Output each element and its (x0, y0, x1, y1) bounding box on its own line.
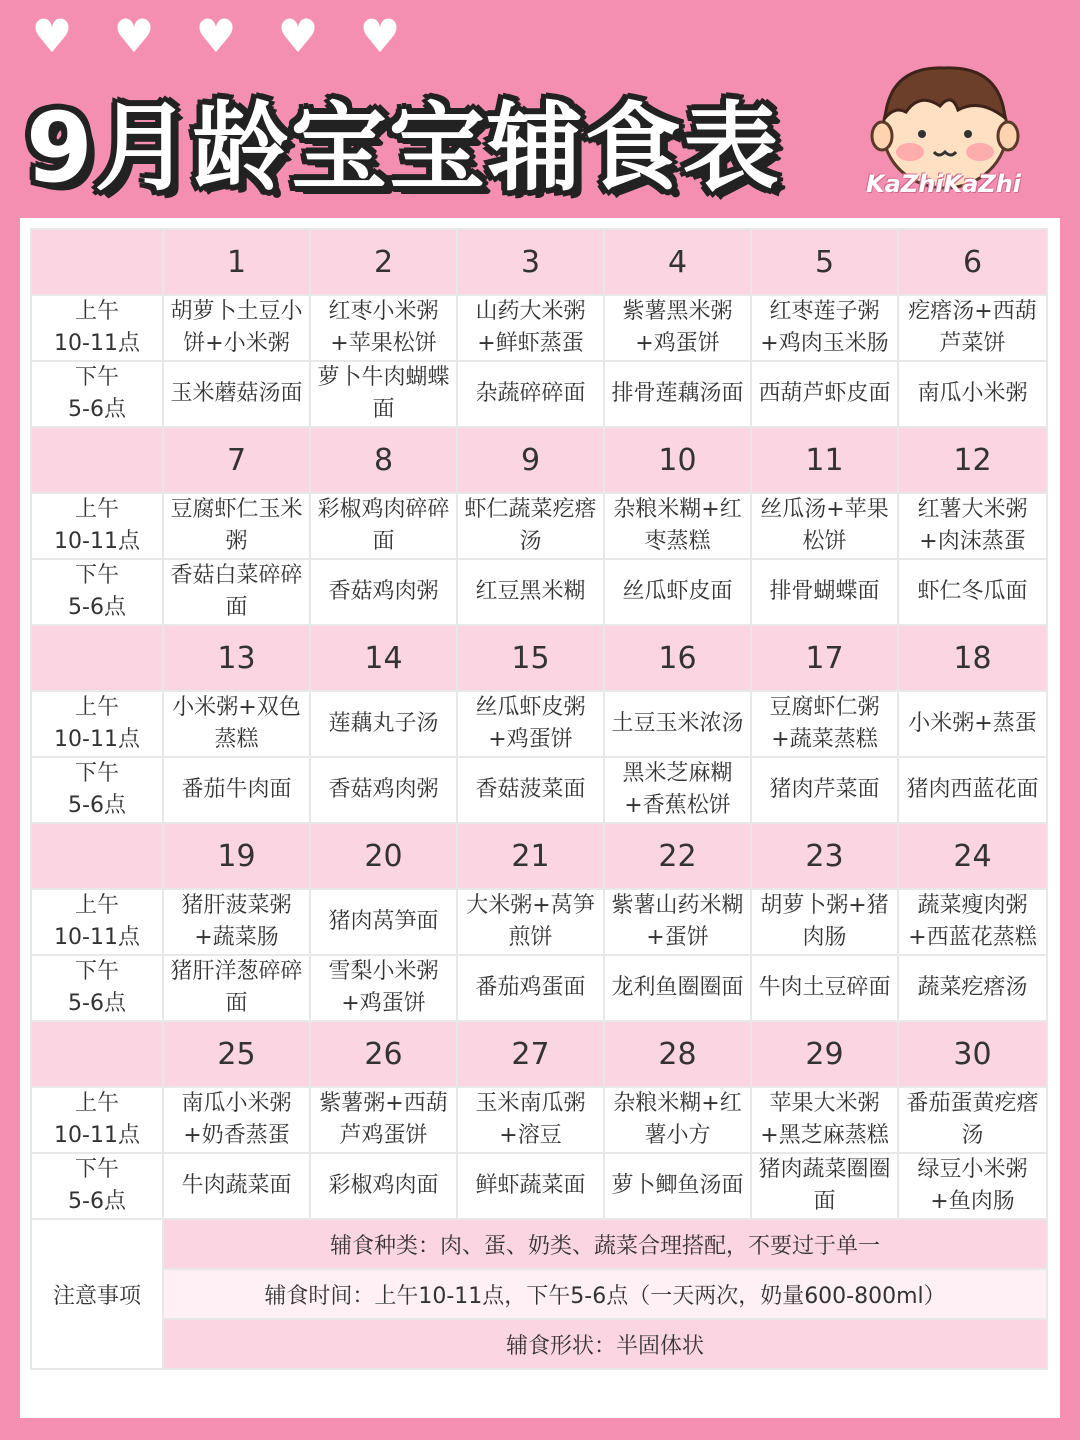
day-number: 22 (604, 823, 751, 889)
day-header-row (31, 427, 1047, 493)
day-number: 27 (457, 1021, 604, 1087)
day-number: 1 (163, 229, 310, 295)
day-number: 3 (457, 229, 604, 295)
note-item: 辅食时间：上午10-11点，下午5-6点（一天两次，奶量600-800ml） (163, 1269, 1047, 1319)
day-number: 10 (604, 427, 751, 493)
evening-meal-cell: 香菇鸡肉粥 (310, 559, 457, 625)
morning-meal-cell: 丝瓜虾皮粥+鸡蛋饼 (457, 691, 604, 757)
time-label: 上午 10-11点 (31, 493, 163, 559)
day-header-row (31, 1021, 1047, 1087)
time-label: 下午 5-6点 (31, 757, 163, 823)
morning-meal-row (31, 493, 1047, 559)
day-number: 12 (898, 427, 1047, 493)
morning-meal-cell: 红薯大米粥+肉沫蒸蛋 (898, 493, 1047, 559)
time-label: 下午 5-6点 (31, 361, 163, 427)
time-label: 下午 5-6点 (31, 559, 163, 625)
blank-cell (31, 823, 163, 889)
day-number: 6 (898, 229, 1047, 295)
morning-meal-cell: 红枣小米粥+苹果松饼 (310, 295, 457, 361)
heart-icon: ♥ (31, 9, 73, 63)
morning-meal-cell: 猪肉莴笋面 (310, 889, 457, 955)
time-label: 下午 5-6点 (31, 1153, 163, 1219)
heart-icon: ♥ (277, 9, 319, 63)
morning-meal-cell: 胡萝卜土豆小饼+小米粥 (163, 295, 310, 361)
day-number: 24 (898, 823, 1047, 889)
evening-meal-cell: 香菇鸡肉粥 (310, 757, 457, 823)
morning-meal-cell: 猪肝菠菜粥+蔬菜肠 (163, 889, 310, 955)
evening-meal-cell: 龙利鱼圈圈面 (604, 955, 751, 1021)
day-header-row (31, 229, 1047, 295)
evening-meal-cell: 猪肉芹菜面 (751, 757, 898, 823)
heart-icon: ♥ (195, 9, 237, 63)
evening-meal-cell: 杂蔬碎碎面 (457, 361, 604, 427)
morning-meal-cell: 红枣莲子粥+鸡肉玉米肠 (751, 295, 898, 361)
evening-meal-cell: 牛肉土豆碎面 (751, 955, 898, 1021)
day-number: 9 (457, 427, 604, 493)
evening-meal-row (31, 559, 1047, 625)
evening-meal-row (31, 1153, 1047, 1219)
day-header-row (31, 823, 1047, 889)
evening-meal-row (31, 955, 1047, 1021)
evening-meal-cell: 排骨莲藕汤面 (604, 361, 751, 427)
evening-meal-cell: 丝瓜虾皮面 (604, 559, 751, 625)
morning-meal-cell: 玉米南瓜粥+溶豆 (457, 1087, 604, 1153)
morning-meal-cell: 彩椒鸡肉碎碎面 (310, 493, 457, 559)
morning-meal-cell: 山药大米粥+鲜虾蒸蛋 (457, 295, 604, 361)
blank-cell (31, 625, 163, 691)
evening-meal-cell: 南瓜小米粥 (898, 361, 1047, 427)
evening-meal-cell: 番茄鸡蛋面 (457, 955, 604, 1021)
time-label: 下午 5-6点 (31, 955, 163, 1021)
day-number: 13 (163, 625, 310, 691)
morning-meal-cell: 紫薯黑米粥+鸡蛋饼 (604, 295, 751, 361)
day-number: 2 (310, 229, 457, 295)
day-number: 30 (898, 1021, 1047, 1087)
time-label: 上午 10-11点 (31, 889, 163, 955)
evening-meal-cell: 排骨蝴蝶面 (751, 559, 898, 625)
morning-meal-cell: 土豆玉米浓汤 (604, 691, 751, 757)
morning-meal-cell: 豆腐虾仁玉米粥 (163, 493, 310, 559)
morning-meal-cell: 虾仁蔬菜疙瘩汤 (457, 493, 604, 559)
morning-meal-row (31, 691, 1047, 757)
morning-meal-cell: 苹果大米粥+黑芝麻蒸糕 (751, 1087, 898, 1153)
morning-meal-cell: 番茄蛋黄疙瘩汤 (898, 1087, 1047, 1153)
day-number: 8 (310, 427, 457, 493)
evening-meal-cell: 番茄牛肉面 (163, 757, 310, 823)
note-item: 辅食形状：半固体状 (163, 1319, 1047, 1369)
evening-meal-cell: 鲜虾蔬菜面 (457, 1153, 604, 1219)
page-title: 9月龄宝宝辅食表 (26, 92, 781, 204)
meal-sheet (20, 218, 1060, 1418)
day-number: 7 (163, 427, 310, 493)
evening-meal-cell: 彩椒鸡肉面 (310, 1153, 457, 1219)
day-number: 15 (457, 625, 604, 691)
evening-meal-cell: 猪肉蔬菜圈圈面 (751, 1153, 898, 1219)
morning-meal-cell: 莲藕丸子汤 (310, 691, 457, 757)
blank-cell (31, 1021, 163, 1087)
day-number: 26 (310, 1021, 457, 1087)
morning-meal-cell: 小米粥+双色蒸糕 (163, 691, 310, 757)
day-number: 20 (310, 823, 457, 889)
morning-meal-cell: 丝瓜汤+苹果松饼 (751, 493, 898, 559)
morning-meal-cell: 紫薯粥+西葫芦鸡蛋饼 (310, 1087, 457, 1153)
morning-meal-cell: 胡萝卜粥+猪肉肠 (751, 889, 898, 955)
morning-meal-row (31, 889, 1047, 955)
evening-meal-row (31, 757, 1047, 823)
evening-meal-cell: 黑米芝麻糊+香蕉松饼 (604, 757, 751, 823)
evening-meal-cell: 蔬菜疙瘩汤 (898, 955, 1047, 1021)
evening-meal-cell: 牛肉蔬菜面 (163, 1153, 310, 1219)
evening-meal-cell: 西葫芦虾皮面 (751, 361, 898, 427)
day-number: 4 (604, 229, 751, 295)
day-number: 11 (751, 427, 898, 493)
time-label: 上午 10-11点 (31, 1087, 163, 1153)
day-number: 29 (751, 1021, 898, 1087)
evening-meal-cell: 猪肝洋葱碎碎面 (163, 955, 310, 1021)
day-number: 25 (163, 1021, 310, 1087)
evening-meal-cell: 猪肉西蓝花面 (898, 757, 1047, 823)
evening-meal-cell: 虾仁冬瓜面 (898, 559, 1047, 625)
morning-meal-cell: 疙瘩汤+西葫芦菜饼 (898, 295, 1047, 361)
day-number: 19 (163, 823, 310, 889)
blank-cell (31, 427, 163, 493)
time-label: 上午 10-11点 (31, 691, 163, 757)
heart-icon: ♥ (359, 9, 401, 63)
day-number: 5 (751, 229, 898, 295)
evening-meal-cell: 萝卜鲫鱼汤面 (604, 1153, 751, 1219)
day-number: 23 (751, 823, 898, 889)
evening-meal-row (31, 361, 1047, 427)
morning-meal-cell: 南瓜小米粥+奶香蒸蛋 (163, 1087, 310, 1153)
day-number: 16 (604, 625, 751, 691)
heart-icon: ♥ (113, 9, 155, 63)
day-number: 17 (751, 625, 898, 691)
morning-meal-cell: 豆腐虾仁粥+蔬菜蒸糕 (751, 691, 898, 757)
morning-meal-row (31, 295, 1047, 361)
evening-meal-cell: 萝卜牛肉蝴蝶面 (310, 361, 457, 427)
day-number: 28 (604, 1021, 751, 1087)
morning-meal-cell: 杂粮米糊+红枣蒸糕 (604, 493, 751, 559)
morning-meal-cell: 杂粮米糊+红薯小方 (604, 1087, 751, 1153)
morning-meal-cell: 蔬菜瘦肉粥+西蓝花蒸糕 (898, 889, 1047, 955)
day-header-row (31, 625, 1047, 691)
evening-meal-cell: 香菇菠菜面 (457, 757, 604, 823)
evening-meal-cell: 绿豆小米粥+鱼肉肠 (898, 1153, 1047, 1219)
evening-meal-cell: 玉米蘑菇汤面 (163, 361, 310, 427)
hearts-decoration (30, 9, 402, 63)
evening-meal-cell: 红豆黑米糊 (457, 559, 604, 625)
day-number: 18 (898, 625, 1047, 691)
note-item: 辅食种类：肉、蛋、奶类、蔬菜合理搭配，不要过于单一 (163, 1219, 1047, 1269)
day-number: 21 (457, 823, 604, 889)
blank-cell (31, 229, 163, 295)
brand-logo: KaZhiKaZhi (866, 170, 1022, 198)
morning-meal-row (31, 1087, 1047, 1153)
evening-meal-cell: 香菇白菜碎碎面 (163, 559, 310, 625)
notes-label: 注意事项 (31, 1219, 163, 1369)
day-number: 14 (310, 625, 457, 691)
meal-plan-table (30, 228, 1048, 1370)
morning-meal-cell: 大米粥+莴笋煎饼 (457, 889, 604, 955)
evening-meal-cell: 雪梨小米粥+鸡蛋饼 (310, 955, 457, 1021)
time-label: 上午 10-11点 (31, 295, 163, 361)
morning-meal-cell: 小米粥+蒸蛋 (898, 691, 1047, 757)
morning-meal-cell: 紫薯山药米糊+蛋饼 (604, 889, 751, 955)
